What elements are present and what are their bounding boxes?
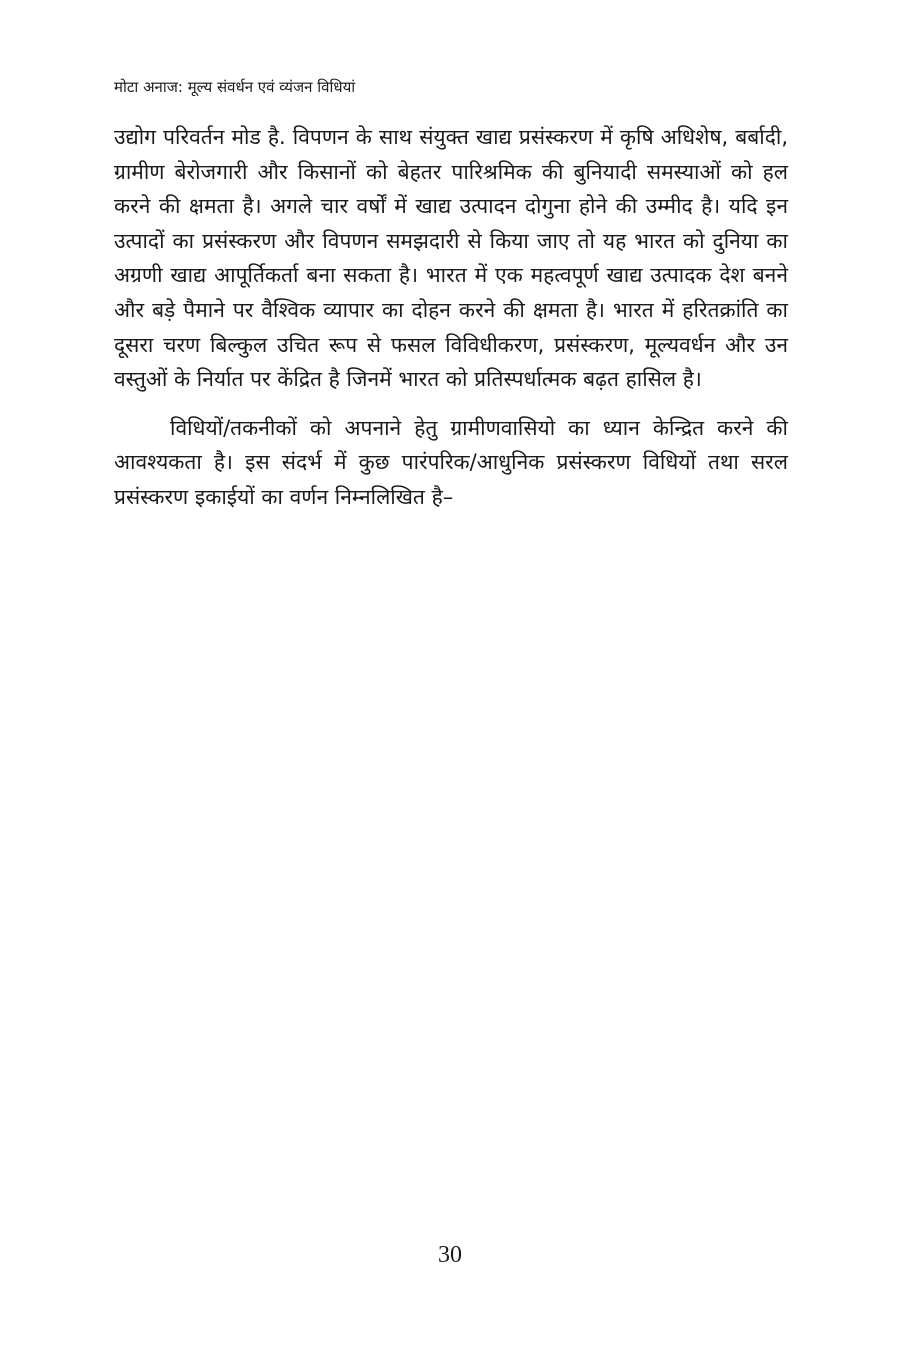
running-header: मोटा अनाज: मूल्य संवर्धन एवं व्यंजन विधियां [114,78,356,96]
paragraph-1: उद्योग परिवर्तन मोड है. विपणन के साथ संयुक्त खाद्य प्रसंस्करण में कृषि अधिशेष, बर्बादी, ग्रामीण बेरोजगारी और किसानों को बेहतर पारिश्रमिक की बुनियादी समस्याओं को हल करने की क्षमता है। अगले चार वर्षों में खाद्य उत्पादन दोगुना होने की उम्मीद है। यदि इन उत्पादों का प्रसंस्करण और विपणन समझदारी से किया जाए तो यह भारत को दुनिया का अग्रणी खाद्य आपूर्तिकर्ता बना सकता है। भारत में एक महत्वपूर्ण खाद्य उत्पादक देश बनने और बड़े पैमाने पर वैश्विक व्यापार का दोहन करने की क्षमता है। भारत में हरितक्रांति का दूसरा चरण बिल्कुल उचित रूप से फसल विविधीकरण, प्रसंस्करण, मूल्यवर्धन और उन वस्तुओं के निर्यात पर केंद्रित है जिनमें भारत को प्रतिस्पर्धात्मक बढ़त हासिल है। [114,125,788,392]
paragraph-2: विधियों/तकनीकों को अपनाने हेतु ग्रामीणवासियो का ध्यान केन्द्रित करने की आवश्यकता है। इस संदर्भ में कुछ पारंपरिक/आधुनिक प्रसंस्करण विधियों तथा सरल प्रसंस्करण इकाईयों का वर्णन निम्नलिखित है– [114,415,788,509]
page-number: 30 [438,1242,462,1268]
body-text [114,120,788,515]
